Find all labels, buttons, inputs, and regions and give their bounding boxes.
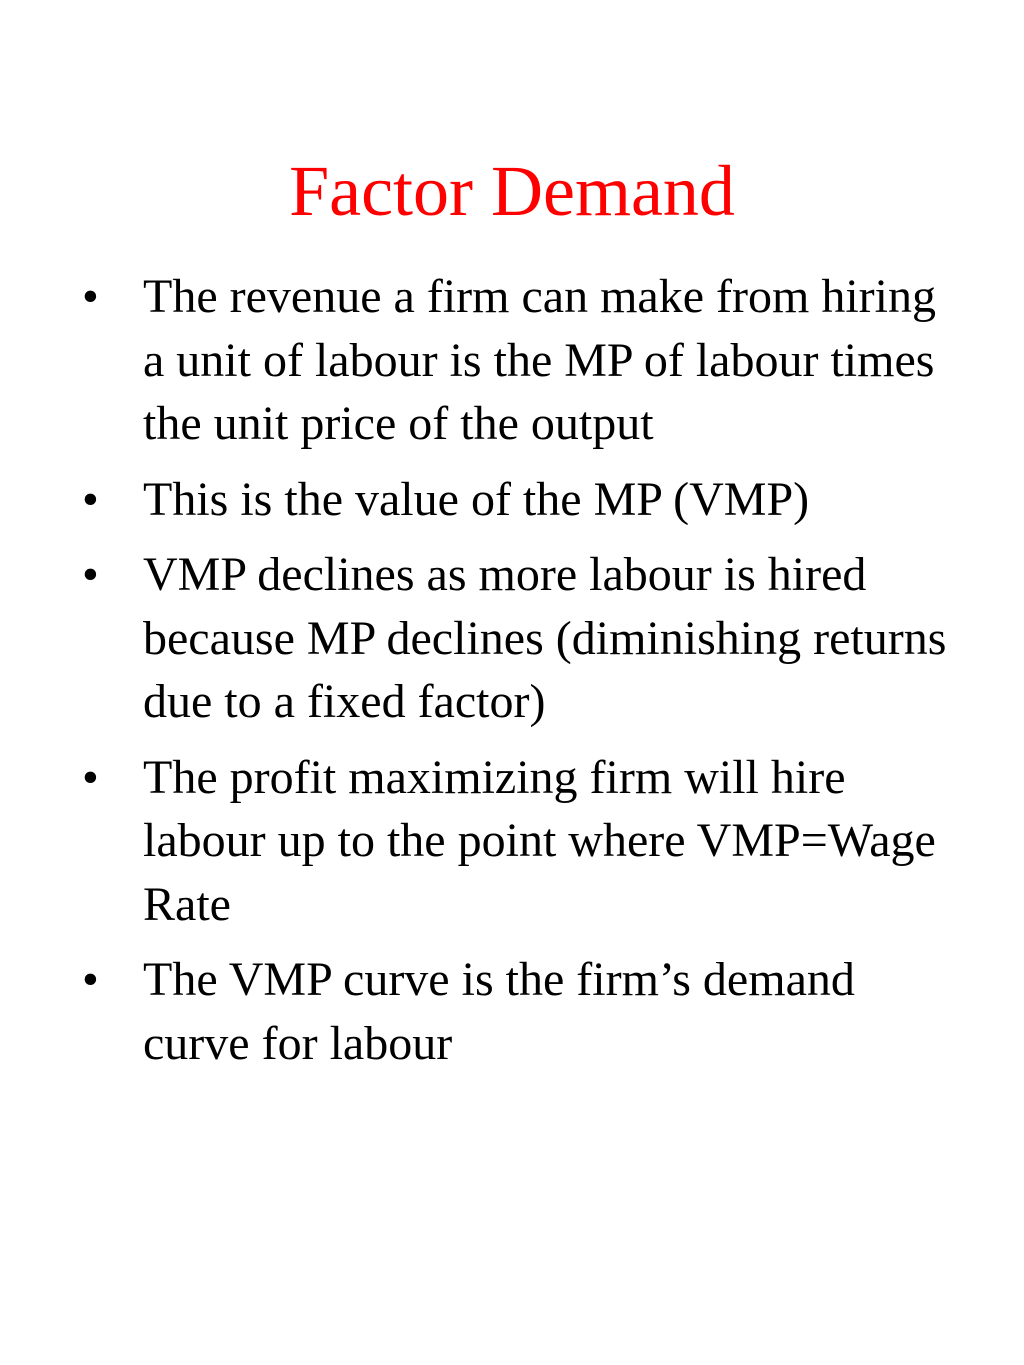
bullet-item: • The profit maximizing firm will hire labour up to the point where VMP=Wage Rate bbox=[82, 746, 962, 937]
bullet-list bbox=[82, 265, 962, 1087]
bullet-item: • The VMP curve is the firm’s demand curve for labour bbox=[82, 948, 962, 1075]
bullet-item: • VMP declines as more labour is hired because MP declines (diminishing returns due to a fixed factor) bbox=[82, 543, 962, 734]
slide-title: Factor Demand bbox=[289, 151, 735, 231]
bullet-item: • This is the value of the MP (VMP) bbox=[82, 468, 962, 532]
bullet-item: • The revenue a firm can make from hiring a unit of labour is the MP of labour times the unit price of the output bbox=[82, 265, 962, 456]
